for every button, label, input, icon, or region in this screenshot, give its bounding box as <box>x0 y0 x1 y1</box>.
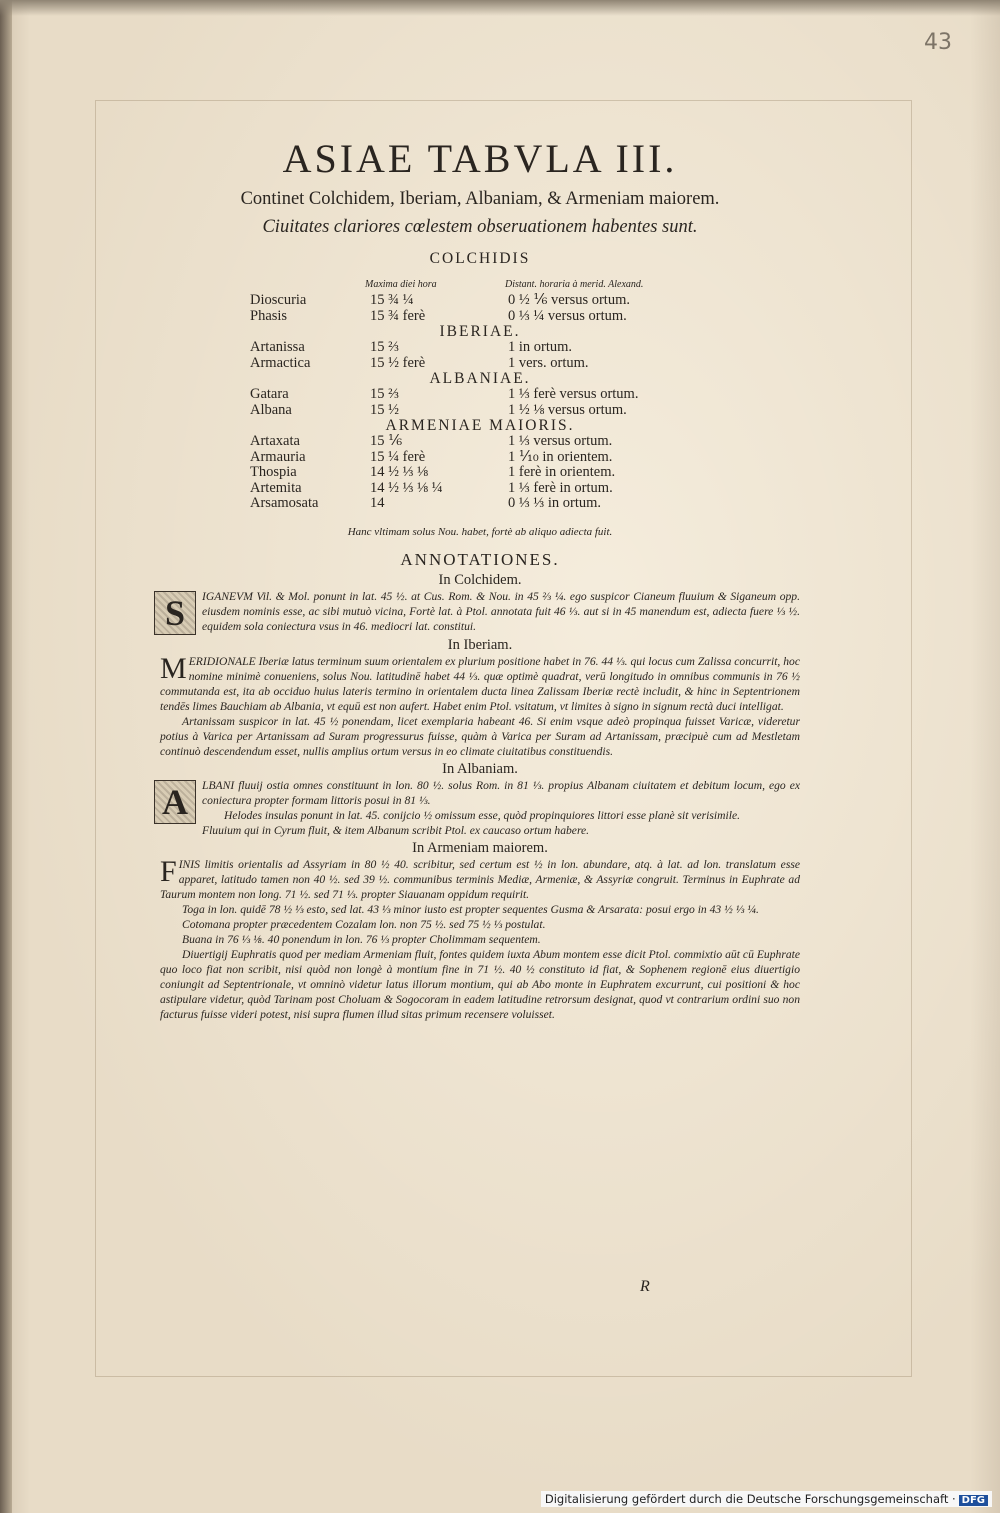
section-paragraph: Diuertigij Euphratis quod per mediam Armeniam fluit, fontes quidem iuxta Abum montem esse dicit Ptol. commixtio aūt cū Euphrate quo loco fiat non scribit, nisi quòd non longè à montium fine in 71 ½. 40 ½ constituto id fiat, & Sophenem regionē eius diuertigio coniungit ad Septentrionale, vt omninò videtur latus illorum montium, qui ab Abo monte in Euphratem excurrunt, cui positioni & hoc astipulare videtur, quòd Tarinam post Choluam & Sogocoram in eadem latitudine retrorsum designat, quod vt contrarium ordini suo non facturus fuisse videri potest, nisi supra flumen illud sitas primum recensere voluisset. <box>160 947 800 1021</box>
initial-capital: M <box>160 651 187 685</box>
column-header-hora: Maxima diei hora <box>365 279 437 290</box>
paragraph-text: IGANEVM Vil. & Mol. ponunt in lat. 45 ½. at Cus. Rom. & Nou. in 45 ⅔ ¼. ego suspicor Cianeum fluuium & Siganeum opp. eiusdem nominis esse, ac sibi mutuò vicina, Fortè lat. à Ptol. annotata fuit 46 ⅓. aut si in 45 manendum est, adiecta fuere ⅓ ½. equidem sola coniectura vsus in 46. mediocri lat. constitui. <box>202 589 800 633</box>
section-paragraph: Artanissam suspicor in lat. 45 ½ ponendam, licet exemplaria habeant 46. Si enim vsque adeò propinqua fuisset Varicæ, videretur potius à Varica per Artanissam ad Suram progressurus fuisse, quàm à Varica per Suram ad Artanissam, præcipuè cum ad Mestletam continuò descendendum esset, nullis amplius ortum versus in eo climate ciuitatibus constituendis. <box>160 714 800 758</box>
table-row <box>250 434 800 450</box>
city-dist: 1 ferè in orientem. <box>508 464 616 480</box>
table-row <box>250 481 800 497</box>
city-hora: 14 ½ ⅓ ⅛ <box>370 464 428 480</box>
city-name: Albana <box>250 401 292 418</box>
city-dist: 1 ⅓ versus ortum. <box>508 433 613 449</box>
region-heading: COLCHIDIS <box>429 250 531 267</box>
table-row <box>250 403 800 419</box>
table-row <box>250 340 800 356</box>
region-heading: ARMENIAE MAIORIS. <box>385 417 575 434</box>
section-paragraph <box>160 854 800 902</box>
section-paragraph <box>160 589 800 634</box>
initial-capital: F <box>160 854 177 888</box>
book-spine <box>0 0 12 1513</box>
city-dist: 0 ½ ⅙ versus ortum. <box>508 292 630 308</box>
city-name: Thospia <box>250 464 297 480</box>
city-hora: 15 ⅔ <box>370 339 399 355</box>
column-headers <box>250 273 800 291</box>
city-dist: 1 ⅓ ferè in ortum. <box>508 479 613 496</box>
city-name: Armactica <box>250 354 311 371</box>
city-dist: 0 ⅓ ¼ versus ortum. <box>508 307 627 324</box>
table-row <box>250 293 800 309</box>
section-heading: In Iberiam. <box>447 636 513 653</box>
region-heading: IBERIAE. <box>439 323 521 340</box>
coordinates-table <box>250 293 800 512</box>
section-heading: In Armeniam maiorem. <box>412 839 548 856</box>
city-name: Arsamosata <box>250 495 319 511</box>
page-title: ASIAE TABVLA III. <box>282 136 678 181</box>
city-dist: 1 ⅓ ferè versus ortum. <box>508 386 639 402</box>
section-paragraph: Fluuium qui in Cyrum fluit, & item Albanum scribit Ptol. ex caucaso ortum habere. <box>202 823 590 837</box>
section-paragraph: Toga in lon. quidē 78 ½ ⅓ esto, sed lat. 43 ⅓ minor iusto est propter sequentes Gusma & Arsarata: posui ergo in 43 ½ ⅓ ¼. <box>182 902 759 916</box>
dfg-logo: DFG <box>959 1495 988 1506</box>
page-subtitle: Continet Colchidem, Iberiam, Albaniam, & Armeniam maiorem. <box>240 189 720 209</box>
city-name: Gatara <box>250 386 289 402</box>
city-name: Dioscuria <box>250 292 307 308</box>
city-hora: 15 ⅙ <box>370 433 403 449</box>
city-hora: 15 ¾ ferè <box>370 307 426 324</box>
city-name: Artaxata <box>250 433 300 449</box>
column-header-dist: Distant. horaria à merid. Alexand. <box>505 279 644 290</box>
city-hora: 15 ¼ ferè <box>370 448 426 465</box>
city-dist: 1 vers. ortum. <box>508 354 589 371</box>
paragraph-text: LBANI fluuij ostia omnes constituunt in lon. 80 ½. solus Rom. in 81 ⅓. propius Albanam ciuitatem et debitum locum, ego ex coniectura propter formam littoris posui in 81 ⅓. <box>202 778 800 807</box>
footer-text: Digitalisierung gefördert durch die Deutsche Forschungsgemeinschaft · <box>544 1492 956 1506</box>
table-row <box>250 356 800 372</box>
table-row <box>250 309 800 325</box>
page-subtitle-italic: Ciuitates clariores cœlestem obseruationem habentes sunt. <box>262 217 698 237</box>
footer-credit <box>541 1491 992 1507</box>
paragraph-text: INIS limitis orientalis ad Assyriam in 80 ½ 40. scribitur, sed certum est ½ in lon. abundare, atq. à lat. ad lon. translatum esse apparet, latitudo tamen non 40 ½. sed 39 ½. communibus terminis Mediæ, Armeniæ, & Assyriæ congruit. Terminus in Euphrate ad Taurum montem non long. 71 ½. sed 71 ⅓. propter Siauanam oppidum requirit. <box>160 857 800 901</box>
city-dist: 1 in ortum. <box>508 339 573 355</box>
section-paragraph: Buana in 76 ⅓ ⅛. 40 ponendum in lon. 76 ⅓ propter Cholimmam sequentem. <box>182 932 541 946</box>
page-top-edge <box>0 0 1000 16</box>
city-name: Phasis <box>250 307 288 324</box>
city-dist: 0 ⅓ ⅓ in ortum. <box>508 495 602 511</box>
section-paragraph: Cotomana propter præcedentem Cozalam lon. non 75 ½. sed 75 ½ ⅓ postulat. <box>182 917 546 931</box>
drop-cap: S <box>154 591 196 635</box>
city-hora: 15 ¾ ¼ <box>370 292 414 308</box>
section-heading: In Albaniam. <box>442 760 518 777</box>
drop-cap: A <box>154 780 196 824</box>
city-name: Armauria <box>250 448 306 465</box>
city-dist: 1 ⅒ in orientem. <box>508 448 613 465</box>
city-dist: 1 ½ ⅛ versus ortum. <box>508 401 627 418</box>
city-hora: 15 ⅔ <box>370 386 399 402</box>
signature-mark: R <box>640 1278 650 1295</box>
table-row <box>250 450 800 466</box>
section-heading: In Colchidem. <box>438 571 522 588</box>
folio-number: 43 <box>924 30 952 55</box>
table-row <box>250 496 800 512</box>
table-row <box>250 387 800 403</box>
table-note: Hanc vltimam solus Nou. habet, fortè ab aliquo adiecta fuit. <box>347 525 613 538</box>
region-heading: ALBANIAE. <box>429 370 531 387</box>
city-name: Artemita <box>250 479 302 496</box>
city-hora: 14 ½ ⅓ ⅛ ¼ <box>370 479 443 496</box>
section-paragraph: Helodes insulas ponunt in lat. 45. conijcio ½ omissum esse, quòd propinquiores littori esse planè sit verisimile. <box>224 808 741 822</box>
city-hora: 14 <box>370 495 385 511</box>
city-hora: 15 ½ ferè <box>370 354 426 371</box>
annotationes-title: ANNOTATIONES. <box>400 549 560 569</box>
section-paragraph <box>160 651 800 714</box>
page-content <box>160 135 800 1295</box>
city-name: Artanissa <box>250 339 305 355</box>
paragraph-text: ERIDIONALE Iberiæ latus terminum suum orientalem ex plurium positione habet in 76. 44 ⅓. qui locus cum Zalissa concurrit, hoc nomine minimè conueniens, solus Nou. latitudinē habet 44 ⅓. quæ optimè quadrat, verū longitudo in omnibus communis in 76 ½ commutanda est, ita ab occiduo huius lateris termino in orientalem ducta linea Zalissam Iberiæ rectè includit, & hinc in Septentrionem tendēs limes Bauchiam ab Albania, vt equū est non aufert. Habet enim Ptol. vsitatum, vt limites à signo in signum rectà duci intelligat. <box>160 654 800 713</box>
table-row <box>250 465 800 481</box>
city-hora: 15 ½ <box>370 401 399 418</box>
